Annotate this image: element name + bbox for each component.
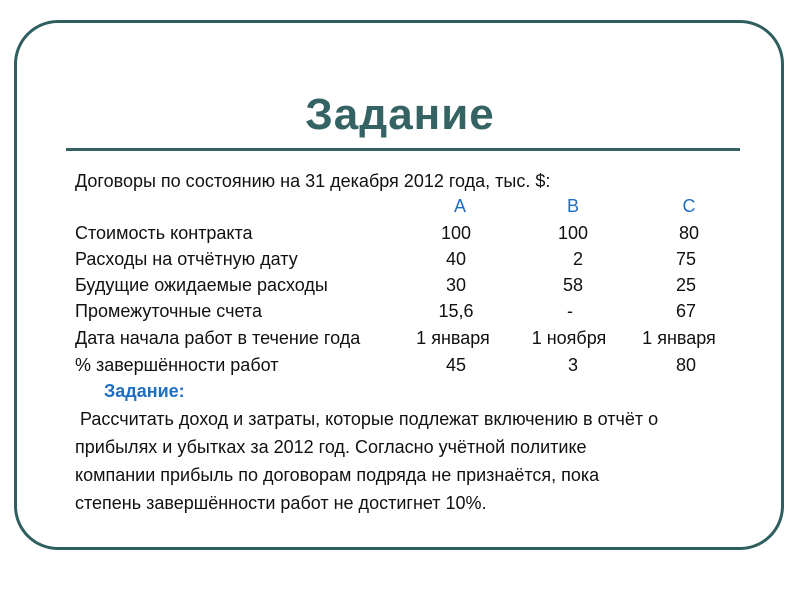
- cell-a: 30: [445, 275, 467, 295]
- cell-a: 1 января: [416, 328, 490, 348]
- task-heading: Задание:: [104, 381, 185, 401]
- table-row: [0, 275, 800, 301]
- column-header-c: C: [682, 196, 696, 216]
- cell-b: 58: [562, 275, 584, 295]
- cell-a: 45: [445, 355, 467, 375]
- table-row: [0, 328, 800, 354]
- slide-title: Задание: [305, 90, 495, 139]
- intro-text: Договоры по состоянию на 31 декабря 2012 года, тыс. $:: [75, 171, 551, 191]
- task-line: Рассчитать доход и затраты, которые подлежат включению в отчёт о: [75, 409, 659, 429]
- column-header-a: A: [453, 196, 467, 216]
- row-label: Стоимость контракта: [75, 223, 253, 243]
- task-line: компании прибыль по договорам подряда не признаётся, пока: [75, 465, 600, 485]
- cell-c: 80: [678, 223, 700, 243]
- task-paragraph: [75, 405, 745, 517]
- row-label: Будущие ожидаемые расходы: [75, 275, 328, 295]
- cell-c: 80: [675, 355, 697, 375]
- table-row: [0, 249, 800, 275]
- row-label: % завершённости работ: [75, 355, 279, 375]
- cell-b: 100: [557, 223, 589, 243]
- task-line: степень завершённости работ не достигнет 10%.: [75, 493, 487, 513]
- cell-b: -: [567, 301, 573, 321]
- row-label: Дата начала работ в течение года: [75, 328, 361, 348]
- cell-a: 40: [445, 249, 467, 269]
- cell-b: 2: [572, 249, 584, 269]
- column-header-row: [0, 196, 800, 222]
- cell-c: 75: [675, 249, 697, 269]
- row-label: Расходы на отчётную дату: [75, 249, 298, 269]
- cell-c: 67: [675, 301, 697, 321]
- cell-b: 1 ноября: [531, 328, 607, 348]
- row-label: Промежуточные счета: [75, 301, 262, 321]
- cell-b: 3: [567, 355, 579, 375]
- cell-a: 15,6: [438, 301, 474, 321]
- cell-c: 25: [675, 275, 697, 295]
- cell-a: 100: [440, 223, 472, 243]
- task-line: прибылях и убытках за 2012 год. Согласно учётной политике: [75, 437, 587, 457]
- cell-c: 1 января: [642, 328, 716, 348]
- column-header-b: B: [566, 196, 580, 216]
- table-row: [0, 301, 800, 327]
- table-row: [0, 355, 800, 381]
- table-row: [0, 223, 800, 249]
- title-divider: [66, 148, 740, 151]
